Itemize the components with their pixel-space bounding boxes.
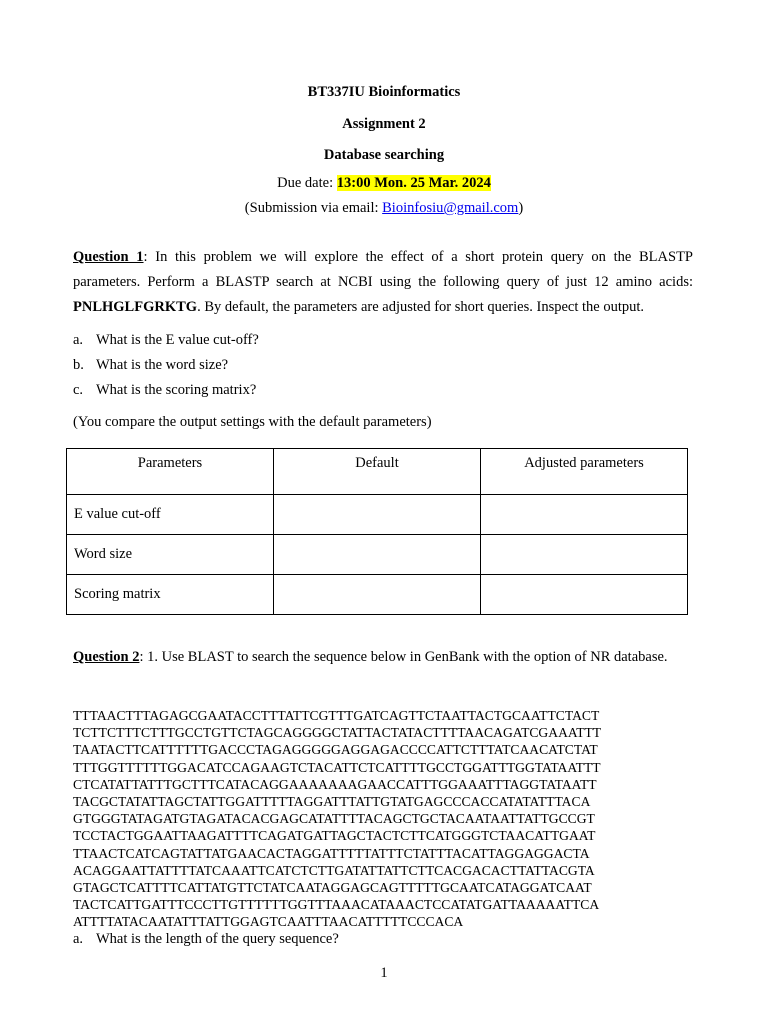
table-header-cell: Parameters xyxy=(67,449,274,495)
table-cell: Scoring matrix xyxy=(67,575,274,615)
question-1-paragraph xyxy=(73,245,693,320)
question-1-item-c xyxy=(73,382,256,399)
sequence-line: CTCATATTATTTGCTTTCATACAGGAAAAAAAGAACCATTTGGAAATTTAGGTATAATT xyxy=(73,776,597,792)
item-letter: a. xyxy=(73,332,84,348)
sequence-line: TTAACTCATCAGTATTATGAACACTAGGATTTTTATTTCTATTTACATTAGGAGGACTA xyxy=(73,845,590,861)
question-2-label: Question 2 xyxy=(73,649,140,665)
table-row xyxy=(67,535,688,575)
question-1-note: (You compare the output settings with the default parameters) xyxy=(73,414,432,430)
sequence-line: TCTTCTTTCTTTGCCTGTTCTAGCAGGGGCTATTACTATACTTTTAACAGATCGAAATTT xyxy=(73,725,602,741)
table-row xyxy=(67,575,688,615)
table-cell xyxy=(274,575,481,615)
due-date-value: 13:00 Mon. 25 Mar. 2024 xyxy=(336,175,491,191)
sequence-line: TTTGGTTTTTTGGACATCCAGAAGTCTACATTCTCATTTTGCCTGGATTTGGTATAATTT xyxy=(73,759,601,775)
sequence-line: GTAGCTCATTTTCATTATGTTCTATCAATAGGAGCAGTTTTTGCAATCATAGGATCAAT xyxy=(73,879,592,895)
question-1-item-a xyxy=(73,332,259,349)
page-number: 1 xyxy=(380,965,388,981)
table-cell xyxy=(481,535,688,575)
item-text: What is the scoring matrix? xyxy=(96,382,257,398)
sequence-line: TTTAACTTTAGAGCGAATACCTTTATTCGTTTGATCAGTTCTAATTACTGCAATTCTACT xyxy=(73,708,600,723)
submission-suffix: ) xyxy=(518,200,524,216)
assignment-title: Assignment 2 xyxy=(342,116,426,132)
parameters-table xyxy=(66,448,688,615)
item-letter: a. xyxy=(73,931,84,947)
question-2-paragraph xyxy=(73,645,693,670)
table-cell xyxy=(481,495,688,535)
sequence-line: ATTTTATACAATATTTATTGGAGTCAATTTAACATTTTTCCCACA xyxy=(73,914,464,930)
question-1-text-a: : In this problem we will explore the effect of a short protein query on the BLASTP parameters. Perform a BLASTP search at NCBI using the following query of just 12 amino acids: xyxy=(73,249,693,290)
table-header-row xyxy=(67,449,688,495)
submission-prefix: (Submission via email: xyxy=(244,200,383,216)
sequence-line: TACTCATTGATTTCCCTTGTTTTTTGGTTTAAACATAAACTCCATATGATTAAAAATTCA xyxy=(73,897,600,913)
item-text: What is the E value cut-off? xyxy=(96,332,259,348)
question-1-item-b xyxy=(73,357,228,374)
table-cell xyxy=(481,575,688,615)
course-title: BT337IU Bioinformatics xyxy=(307,84,461,100)
question-1-text-b: . By default, the parameters are adjusted for short queries. Inspect the output. xyxy=(197,299,645,315)
submission-email-link[interactable]: Bioinfosiu@gmail.com xyxy=(382,200,519,216)
due-date-label: Due date: xyxy=(277,175,337,191)
dna-sequence-block xyxy=(73,707,695,930)
table-cell: Word size xyxy=(67,535,274,575)
submission-line xyxy=(0,200,768,217)
item-letter: c. xyxy=(73,382,84,398)
table-cell xyxy=(274,495,481,535)
item-letter: b. xyxy=(73,357,84,373)
table-cell xyxy=(274,535,481,575)
due-date-line xyxy=(0,175,768,192)
table-row xyxy=(67,495,688,535)
sequence-line: TCCTACTGGAATTAAGATTTTCAGATGATTAGCTACTCTTCATGGGTCTAACATTGAAT xyxy=(73,828,596,844)
item-text: What is the word size? xyxy=(96,357,229,373)
topic-title: Database searching xyxy=(323,147,445,163)
question-1-label: Question 1 xyxy=(73,249,144,265)
question-2-item-a xyxy=(73,931,339,948)
table-header-cell: Default xyxy=(274,449,481,495)
sequence-line: TACGCTATATTAGCTATTGGATTTTTAGGATTTATTGTATGAGCCCACCATATATTTACA xyxy=(73,793,591,809)
protein-query: PNLHGLFGRKTG xyxy=(73,299,198,315)
item-text: What is the length of the query sequence? xyxy=(96,931,339,947)
table-header-cell: Adjusted parameters xyxy=(481,449,688,495)
sequence-line: ACAGGAATTATTTTATCAAATTCATCTCTTGATATTATTCTTCACGACACTTATTACGTA xyxy=(73,862,595,878)
sequence-line: GTGGGTATAGATGTAGATACACGAGCATATTTTACAGCTGCTACAATAATTATTGCCGT xyxy=(73,811,595,827)
question-2-text: : 1. Use BLAST to search the sequence below in GenBank with the option of NR database. xyxy=(139,649,668,665)
table-cell: E value cut-off xyxy=(67,495,274,535)
sequence-line: TAATACTTCATTTTTTGACCCTAGAGGGGGAGGAGACCCCATTCTTTATCAACATCTAT xyxy=(73,742,598,758)
